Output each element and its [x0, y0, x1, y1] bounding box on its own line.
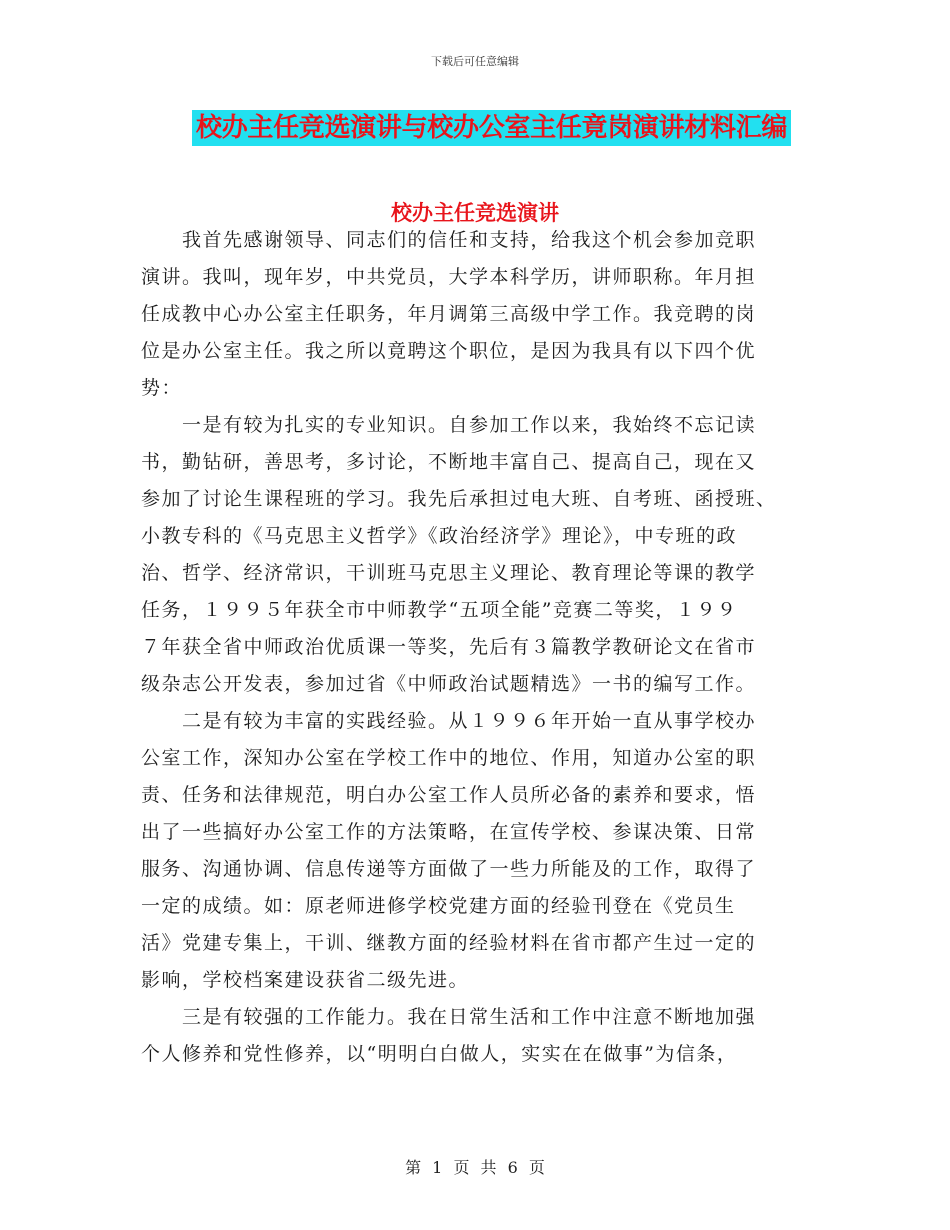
text-line: 责、任务和法律规范，明白办公室工作人员所必备的素养和要求，悟 — [141, 784, 757, 806]
text-line: 任务，１９９５年获全市中师教学“五项全能”竞赛二等奖，１９９ — [141, 599, 738, 621]
text-line: 公室工作，深知办公室在学校工作中的地位、作用，知道办公室的职 — [141, 747, 757, 769]
text-line: 位是办公室主任。我之所以竟聘这个职位，是因为我具有以下四个优 — [141, 340, 757, 362]
text-line: 小教专科的《马克思主义哲学》《政治经济学》理论》，中专班的政 — [141, 525, 738, 547]
paragraph-2 — [141, 407, 821, 703]
document-main-title: 校办主任竞选演讲与校办公室主任竟岗演讲材料汇编 — [192, 110, 791, 146]
text-line: 势： — [141, 377, 183, 399]
text-line: 个人修养和党性修养，以“明明白白做人，实实在在做事”为信条， — [141, 1043, 738, 1065]
text-line: 书，勤钻研，善思考，多讨论，不断地丰富自己、提高自己，现在又 — [141, 451, 757, 473]
document-body — [141, 222, 821, 1073]
text-line: ７年获全省中师政治优质课一等奖，先后有３篇教学教研论文在省市 — [141, 636, 757, 658]
paragraph-4 — [141, 999, 821, 1073]
text-line: 影响，学校档案建设获省二级先进。 — [141, 969, 470, 991]
text-line: 出了一些搞好办公室工作的方法策略，在宣传学校、参谋决策、日常 — [141, 821, 757, 843]
text-line: 二是有较为丰富的实践经验。从１９９６年开始一直从事学校办 — [141, 710, 757, 732]
text-line: 级杂志公开发表，参加过省《中师政治试题精选》一书的编写工作。 — [141, 673, 757, 695]
text-line: 服务、沟通协调、信息传递等方面做了一些力所能及的工作，取得了 — [141, 858, 757, 880]
text-line: 任成教中心办公室主任职务，年月调第三高级中学工作。我竞聘的岗 — [141, 303, 757, 325]
page-number-footer: 第 1 页 共 6 页 — [405, 1158, 545, 1177]
paragraph-3 — [141, 703, 821, 999]
paragraph-1 — [141, 222, 821, 407]
text-line: 我首先感谢领导、同志们的信任和支持，给我这个机会参加竞职 — [141, 229, 757, 251]
text-line: 演讲。我叫，现年岁，中共党员，大学本科学历，讲师职称。年月担 — [141, 266, 757, 288]
page-header-note: 下载后可任意编辑 — [431, 55, 519, 68]
text-line: 参加了讨论生课程班的学习。我先后承担过电大班、自考班、函授班、 — [141, 488, 777, 510]
text-line: 活》党建专集上，干训、继教方面的经验材料在省市都产生过一定的 — [141, 932, 757, 954]
text-line: 一定的成绩。如：原老师进修学校党建方面的经验刊登在《党员生 — [141, 895, 736, 917]
text-line: 治、哲学、经济常识，干训班马克思主义理论、教育理论等课的教学 — [141, 562, 757, 584]
text-line: 一是有较为扎实的专业知识。自参加工作以来，我始终不忘记读 — [141, 414, 757, 436]
text-line: 三是有较强的工作能力。我在日常生活和工作中注意不断地加强 — [141, 1006, 757, 1028]
section-title: 校办主任竞选演讲 — [391, 200, 559, 225]
